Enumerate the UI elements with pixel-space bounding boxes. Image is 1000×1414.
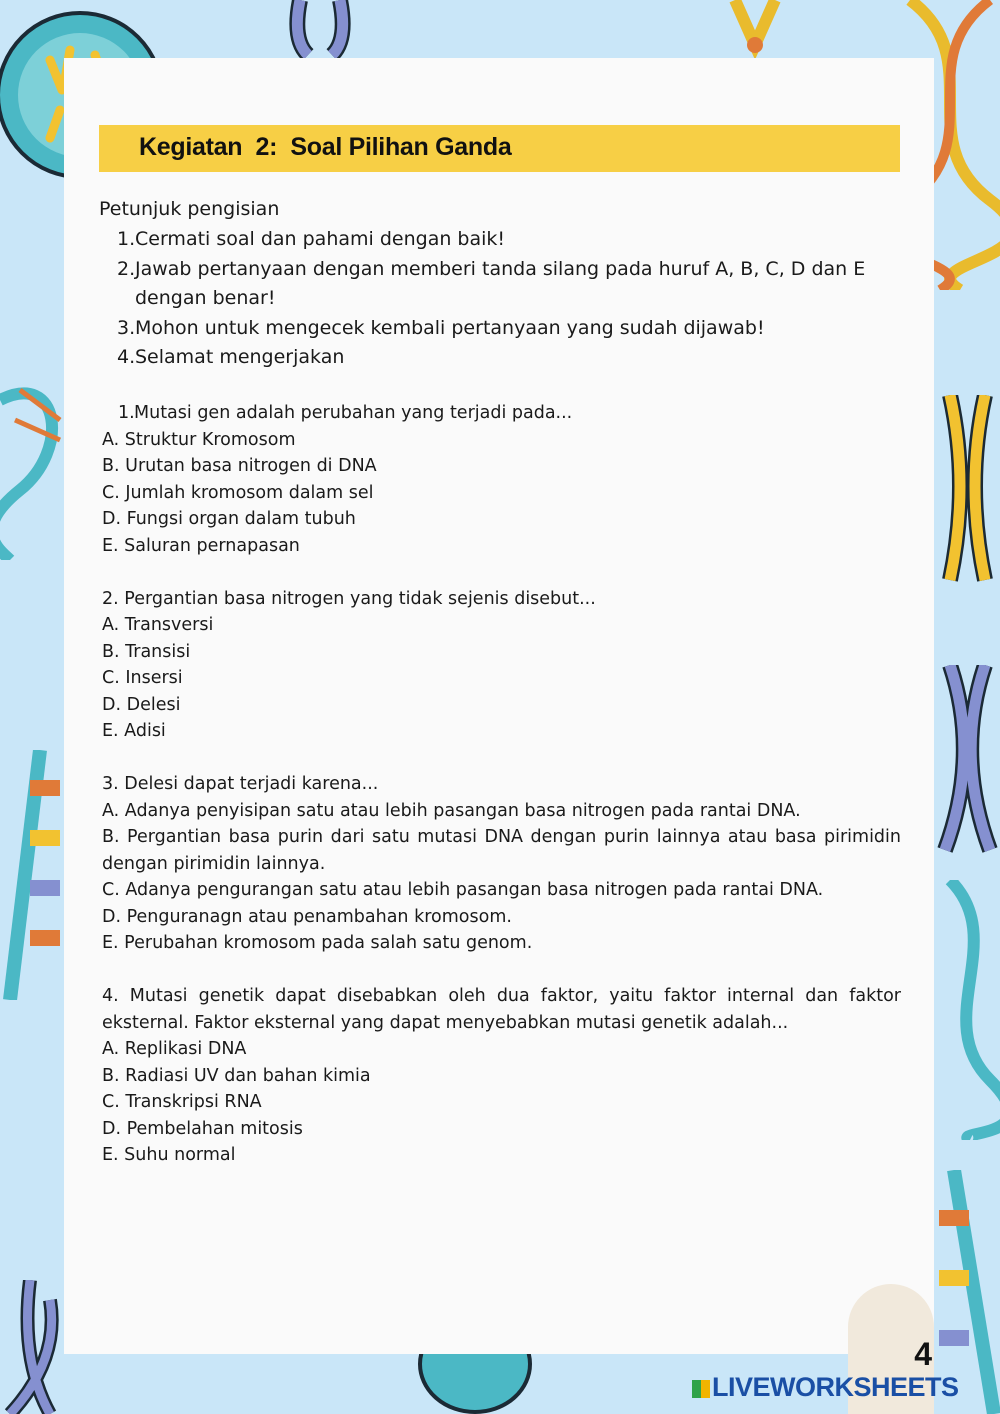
liveworksheets-watermark [692, 1372, 959, 1406]
instructions-list [99, 225, 904, 373]
instruction-item [99, 314, 904, 344]
instruction-item [99, 343, 904, 373]
answer-option-c[interactable]: C. Transkripsi RNA [102, 1092, 262, 1112]
activity-title: Kegiatan 2: Soal Pilihan Ganda [139, 133, 512, 161]
activity-banner [99, 125, 900, 172]
question-text: 4. Mutasi genetik dapat disebabkan oleh dua faktor, yaitu faktor internal dan faktor eksternal. Faktor eksternal yang dapat menyebabkan mutasi genetik adalah... [102, 986, 901, 1033]
instruction-number: 4. [117, 346, 136, 368]
instruction-text: Mohon untuk mengecek kembali pertanyaan yang sudah dijawab! [135, 316, 765, 339]
question-text: 3. Delesi dapat terjadi karena... [102, 774, 379, 794]
answer-option-a[interactable]: A. Struktur Kromosom [102, 429, 296, 450]
instruction-text: Cermati soal dan pahami dengan baik! [135, 228, 506, 250]
answer-option-e[interactable]: E. Adisi [102, 721, 166, 741]
answer-option-c[interactable]: C. Adanya pengurangan satu atau lebih pasangan basa nitrogen pada rantai DNA. [102, 880, 824, 900]
instructions-section [99, 195, 904, 373]
answer-option-a[interactable]: A. Adanya penyisipan satu atau lebih pasangan basa nitrogen pada rantai DNA. [102, 800, 801, 821]
instruction-text: Jawab pertanyaan dengan memberi tanda silang pada huruf A, B, C, D dan E dengan benar! [135, 257, 866, 309]
answer-option-d[interactable]: D. Penguranagn atau penambahan kromosom. [102, 906, 512, 927]
answer-option-e[interactable]: E. Perubahan kromosom pada salah satu genom. [102, 933, 533, 953]
instruction-number: 3. [117, 316, 136, 339]
page-number: 4 [914, 1336, 932, 1372]
dna-helix-left [0, 360, 70, 560]
question-text [102, 400, 901, 427]
dna-helix-right [930, 880, 1000, 1140]
instruction-number: 2. [117, 257, 136, 280]
instruction-number: 1. [117, 228, 136, 250]
questions-section [102, 400, 901, 1195]
question-3 [102, 771, 901, 957]
answer-option-d[interactable]: D. Delesi [102, 694, 181, 715]
dna-ladder-left [0, 750, 66, 1000]
answer-option-e[interactable]: E. Suhu normal [102, 1145, 236, 1165]
answer-option-a[interactable]: A. Replikasi DNA [102, 1039, 247, 1059]
chromosome-top-right [725, 0, 785, 60]
liveworksheets-logo-icon [692, 1380, 710, 1398]
question-2 [102, 586, 901, 745]
answer-option-b[interactable]: B. Radiasi UV dan bahan kimia [102, 1065, 371, 1086]
chromosome-right [935, 395, 1000, 585]
answer-option-e[interactable]: E. Saluran pernapasan [102, 535, 300, 556]
answer-option-d[interactable]: D. Pembelahan mitosis [102, 1118, 303, 1139]
answer-option-b[interactable]: B. Urutan basa nitrogen di DNA [102, 456, 377, 476]
question-stem: Mutasi gen adalah perubahan yang terjadi pada... [134, 403, 573, 423]
answer-option-d[interactable]: D. Fungsi organ dalam tubuh [102, 509, 356, 529]
answer-option-b[interactable]: B. Pergantian basa purin dari satu mutasi DNA dengan purin lainnya atau basa pirimidin dengan pirimidin lainnya. [102, 827, 901, 874]
chromosome-right-purple [935, 665, 1000, 855]
instructions-heading: Petunjuk pengisian [99, 198, 280, 220]
question-4 [102, 983, 901, 1169]
chromosome-top-illustration [285, 0, 365, 60]
instruction-item [99, 255, 904, 314]
instruction-item [99, 225, 904, 255]
answer-option-c[interactable]: C. Jumlah kromosom dalam sel [102, 482, 374, 503]
watermark-text: LIVEWORKSHEETS [712, 1372, 959, 1402]
answer-option-b[interactable]: B. Transisi [102, 641, 191, 662]
question-1 [102, 400, 901, 559]
instruction-text: Selamat mengerjakan [135, 346, 345, 368]
question-number: 1. [118, 403, 135, 423]
worksheet-page [64, 58, 934, 1354]
answer-option-c[interactable]: C. Insersi [102, 668, 183, 688]
answer-option-a[interactable]: A. Transversi [102, 615, 214, 635]
question-text: 2. Pergantian basa nitrogen yang tidak sejenis disebut... [102, 588, 596, 609]
